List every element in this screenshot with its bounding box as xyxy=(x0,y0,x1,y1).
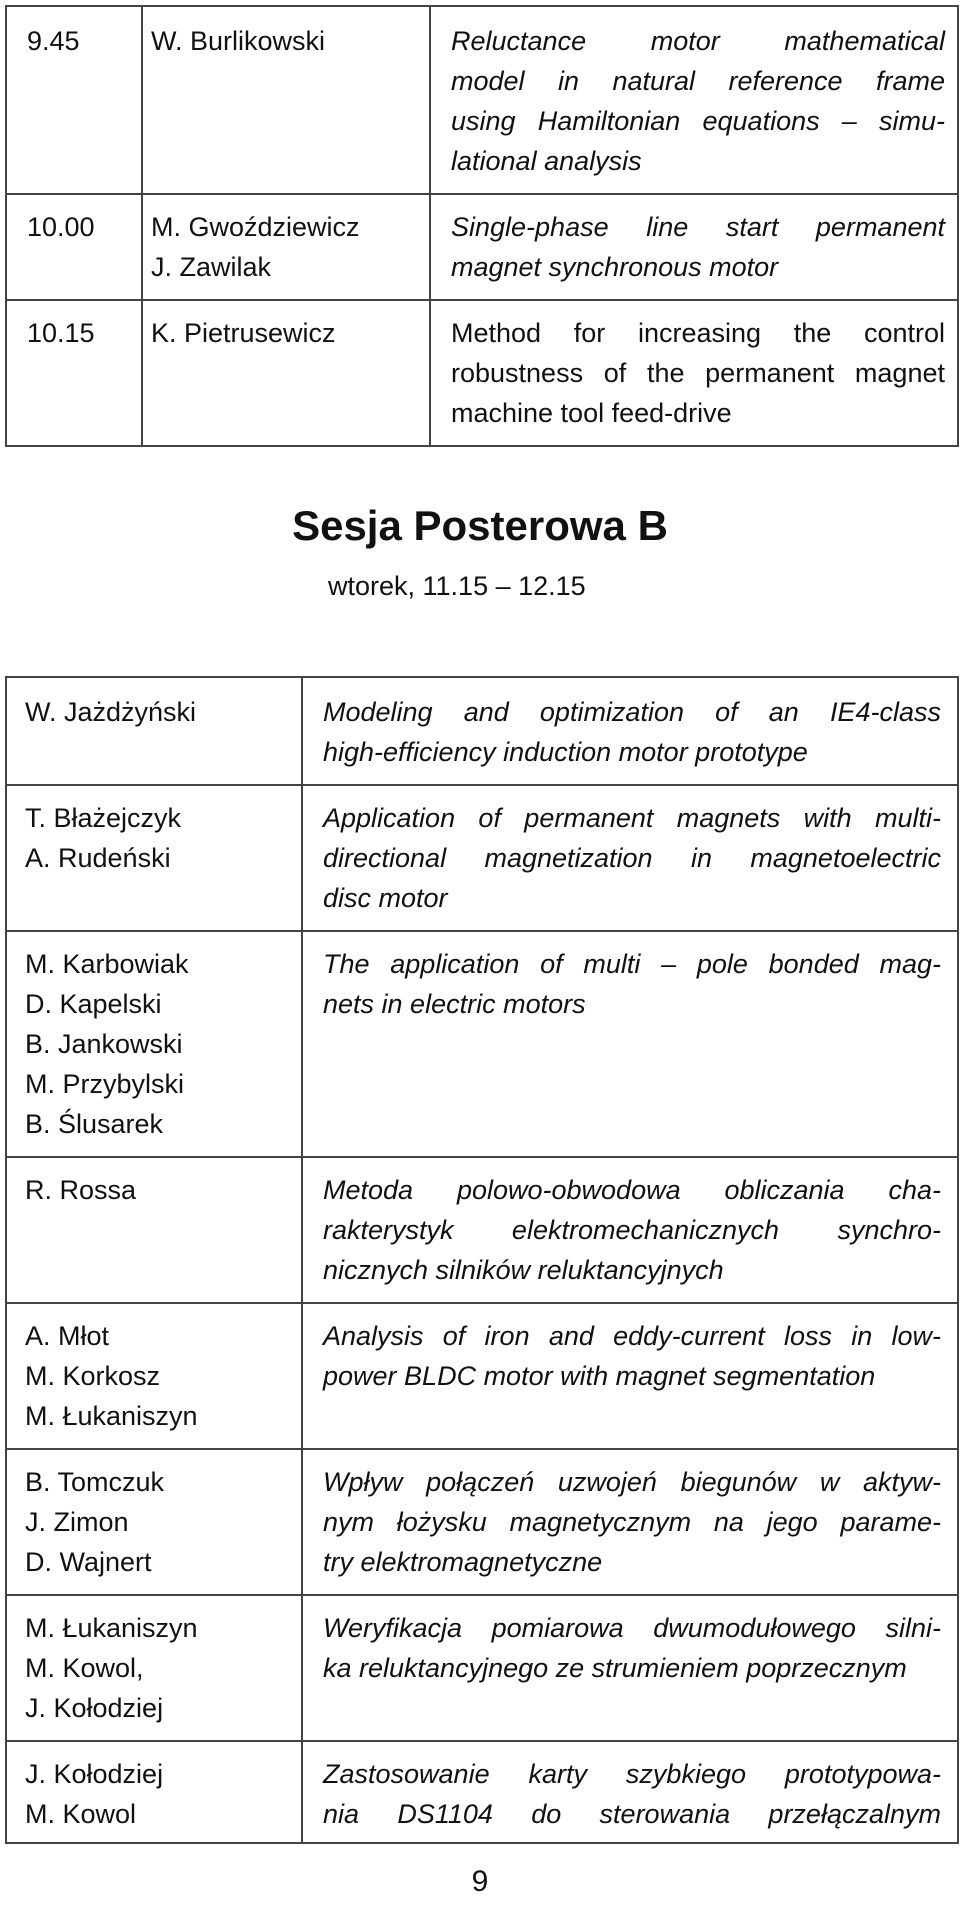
author-name: K. Pietrusewicz xyxy=(151,318,336,348)
author-name: B. Tomczuk xyxy=(25,1467,165,1497)
schedule-table xyxy=(5,5,959,447)
talk-title xyxy=(430,300,958,446)
title-line: rakterystyk elektromechanicznych synchro- xyxy=(323,1215,941,1245)
title-line: Analysis of iron and eddy-current loss in low- xyxy=(323,1321,941,1351)
authors-cell xyxy=(142,300,430,446)
author-name: M. Korkosz xyxy=(25,1361,161,1391)
author-name: B. Jankowski xyxy=(25,1029,183,1059)
author-name: M. Karbowiak xyxy=(25,949,189,979)
session-time: wtorek, 11.15 – 12.15 xyxy=(328,571,586,601)
poster-title xyxy=(302,1303,958,1449)
author-name: M. Kowol xyxy=(25,1799,137,1829)
time-cell: 10.15 xyxy=(6,300,142,446)
author-name: M. Łukaniszyn xyxy=(25,1613,198,1643)
title-line: Application of permanent magnets with multi- xyxy=(323,803,941,833)
poster-row xyxy=(6,785,958,931)
title-line: Zastosowanie karty szybkiego prototypowa- xyxy=(323,1759,941,1789)
title-line: nicznych silników reluktancyjnych xyxy=(323,1255,724,1285)
title-line: Method for increasing the control xyxy=(451,318,945,348)
authors-cell xyxy=(142,6,430,194)
title-line: machine tool feed-drive xyxy=(451,398,732,428)
author-name: M. Kowol, xyxy=(25,1653,144,1683)
author-name: J. Zawilak xyxy=(151,252,272,282)
author-name: D. Wajnert xyxy=(25,1547,152,1577)
title-line: high-efficiency induction motor prototype xyxy=(323,737,808,767)
poster-row xyxy=(6,1449,958,1595)
poster-row xyxy=(6,1741,958,1843)
author-name: J. Zimon xyxy=(25,1507,129,1537)
title-line: disc motor xyxy=(323,883,448,913)
poster-table xyxy=(5,676,959,1844)
title-line: model in natural reference frame xyxy=(451,66,945,96)
poster-title xyxy=(302,785,958,931)
author-name: M. Przybylski xyxy=(25,1069,185,1099)
poster-title xyxy=(302,1595,958,1741)
title-line: ka reluktancyjnego ze strumieniem poprzecznym xyxy=(323,1653,907,1683)
title-line: lational analysis xyxy=(451,146,642,176)
title-line: Modeling and optimization of an IE4-class xyxy=(323,697,941,727)
page-number: 9 xyxy=(471,1865,489,1898)
talk-title xyxy=(430,6,958,194)
authors-cell xyxy=(6,785,302,931)
title-line: Metoda polowo-obwodowa obliczania cha- xyxy=(323,1175,941,1205)
poster-row xyxy=(6,1595,958,1741)
authors-cell xyxy=(6,1157,302,1303)
schedule-row xyxy=(6,6,958,194)
session-title: Sesja Posterowa B xyxy=(292,502,668,549)
title-line: robustness of the permanent magnet xyxy=(451,358,945,388)
poster-row xyxy=(6,677,958,785)
poster-title xyxy=(302,1157,958,1303)
author-name: A. Rudeński xyxy=(25,843,171,873)
author-name: B. Ślusarek xyxy=(25,1109,164,1139)
author-name: W. Burlikowski xyxy=(151,26,326,56)
poster-title xyxy=(302,1741,958,1843)
talk-title xyxy=(430,194,958,300)
title-line: Wpływ połączeń uzwojeń biegunów w aktyw- xyxy=(323,1467,941,1497)
poster-row xyxy=(6,1157,958,1303)
title-line: directional magnetization in magnetoelectric xyxy=(323,843,941,873)
time-cell: 9.45 xyxy=(6,6,142,194)
author-name: T. Błażejczyk xyxy=(25,803,182,833)
authors-cell xyxy=(6,1741,302,1843)
poster-row xyxy=(6,1303,958,1449)
poster-row xyxy=(6,931,958,1157)
title-line: using Hamiltonian equations – simu- xyxy=(451,106,945,136)
authors-cell xyxy=(142,194,430,300)
author-name: M. Gwoździewicz xyxy=(151,212,360,242)
authors-cell xyxy=(6,677,302,785)
authors-cell xyxy=(6,1595,302,1741)
poster-title xyxy=(302,677,958,785)
poster-title xyxy=(302,931,958,1157)
poster-title xyxy=(302,1449,958,1595)
title-line: power BLDC motor with magnet segmentation xyxy=(323,1361,876,1391)
title-line: nia DS1104 do sterowania przełączalnym xyxy=(323,1799,941,1829)
author-name: R. Rossa xyxy=(25,1175,137,1205)
title-line: Single-phase line start permanent xyxy=(451,212,945,242)
authors-cell xyxy=(6,931,302,1157)
authors-cell xyxy=(6,1303,302,1449)
author-name: A. Młot xyxy=(25,1321,110,1351)
schedule-row xyxy=(6,194,958,300)
author-name: M. Łukaniszyn xyxy=(25,1401,198,1431)
authors-cell xyxy=(6,1449,302,1595)
title-line: nym łożysku magnetycznym na jego parame- xyxy=(323,1507,941,1537)
title-line: magnet synchronous motor xyxy=(451,252,779,282)
title-line: try elektromagnetyczne xyxy=(323,1547,603,1577)
title-line: Weryfikacja pomiarowa dwumodułowego silni- xyxy=(323,1613,941,1643)
author-name: J. Kołodziej xyxy=(25,1693,164,1723)
schedule-row xyxy=(6,300,958,446)
author-name: J. Kołodziej xyxy=(25,1759,164,1789)
author-name: W. Jażdżyński xyxy=(25,697,197,727)
title-line: Reluctance motor mathematical xyxy=(451,26,945,56)
author-name: D. Kapelski xyxy=(25,989,162,1019)
title-line: The application of multi – pole bonded mag- xyxy=(323,949,941,979)
time-cell: 10.00 xyxy=(6,194,142,300)
title-line: nets in electric motors xyxy=(323,989,586,1019)
